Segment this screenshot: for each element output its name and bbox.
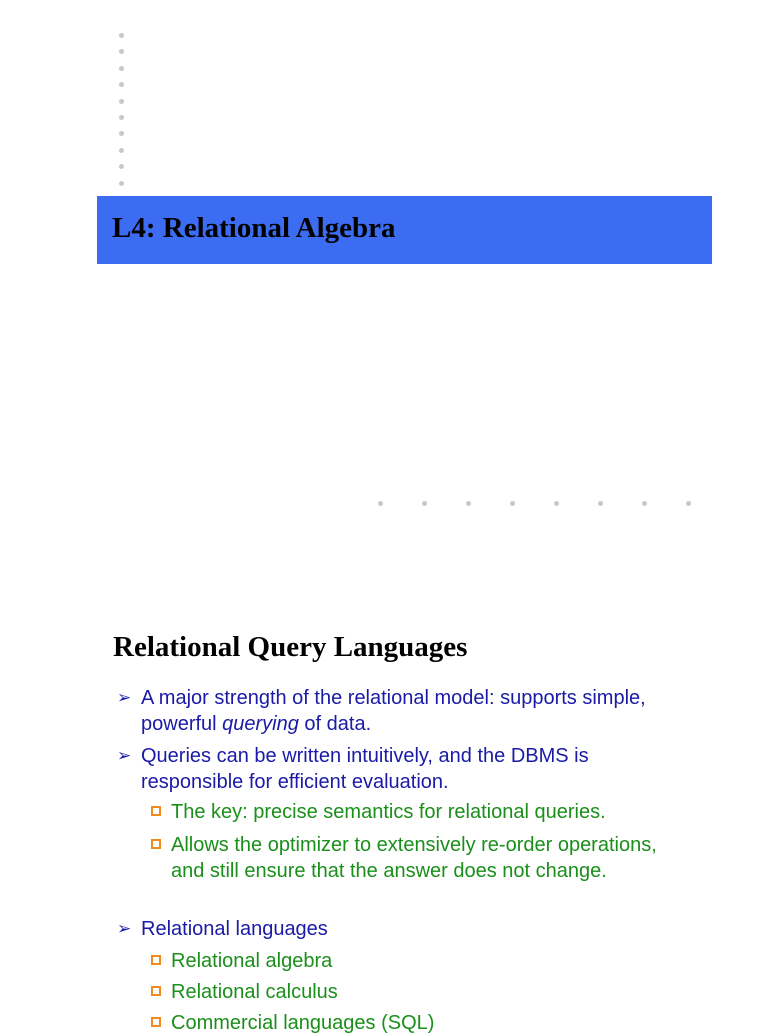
- emphasized-word: querying: [222, 713, 299, 735]
- bullet-text-part: A major strength of the relational model: supports simple, powerful: [141, 687, 646, 735]
- sub-bullet-item: [151, 979, 691, 1005]
- square-bullet-icon: [151, 1017, 161, 1027]
- sub-bullet-item: [151, 832, 691, 884]
- sub-bullet-item: [151, 799, 691, 825]
- bullet-item-3: [117, 916, 651, 942]
- bullet-text: Relational languages: [141, 918, 328, 940]
- square-bullet-icon: [151, 806, 161, 816]
- sub-bullet-text: The key: precise semantics for relational queries.: [171, 801, 606, 823]
- sub-bullet-text: Allows the optimizer to extensively re-order operations, and still ensure that the answer does not change.: [171, 834, 657, 882]
- sub-bullet-text: Relational calculus: [171, 981, 338, 1003]
- arrow-bullet-icon: ➢: [117, 919, 132, 938]
- slide-title: L4: Relational Algebra: [112, 212, 396, 244]
- square-bullet-icon: [151, 839, 161, 849]
- slide2-heading: Relational Query Languages: [113, 631, 468, 663]
- square-bullet-icon: [151, 986, 161, 996]
- bullet-text: Queries can be written intuitively, and the DBMS is responsible for efficient evaluation.: [141, 745, 589, 793]
- sub-bullet-text: Commercial languages (SQL): [171, 1012, 435, 1034]
- bullet-text-part: of data.: [298, 713, 372, 735]
- sub-bullet-item: [151, 1010, 691, 1036]
- bullet-item-2: [117, 743, 651, 795]
- sub-bullet-text: Relational algebra: [171, 950, 333, 972]
- arrow-bullet-icon: ➢: [117, 746, 132, 765]
- bullet-text: [141, 685, 651, 737]
- arrow-bullet-icon: ➢: [117, 688, 132, 707]
- square-bullet-icon: [151, 955, 161, 965]
- sub-bullet-item: [151, 948, 691, 974]
- bullet-item-1: [117, 685, 651, 737]
